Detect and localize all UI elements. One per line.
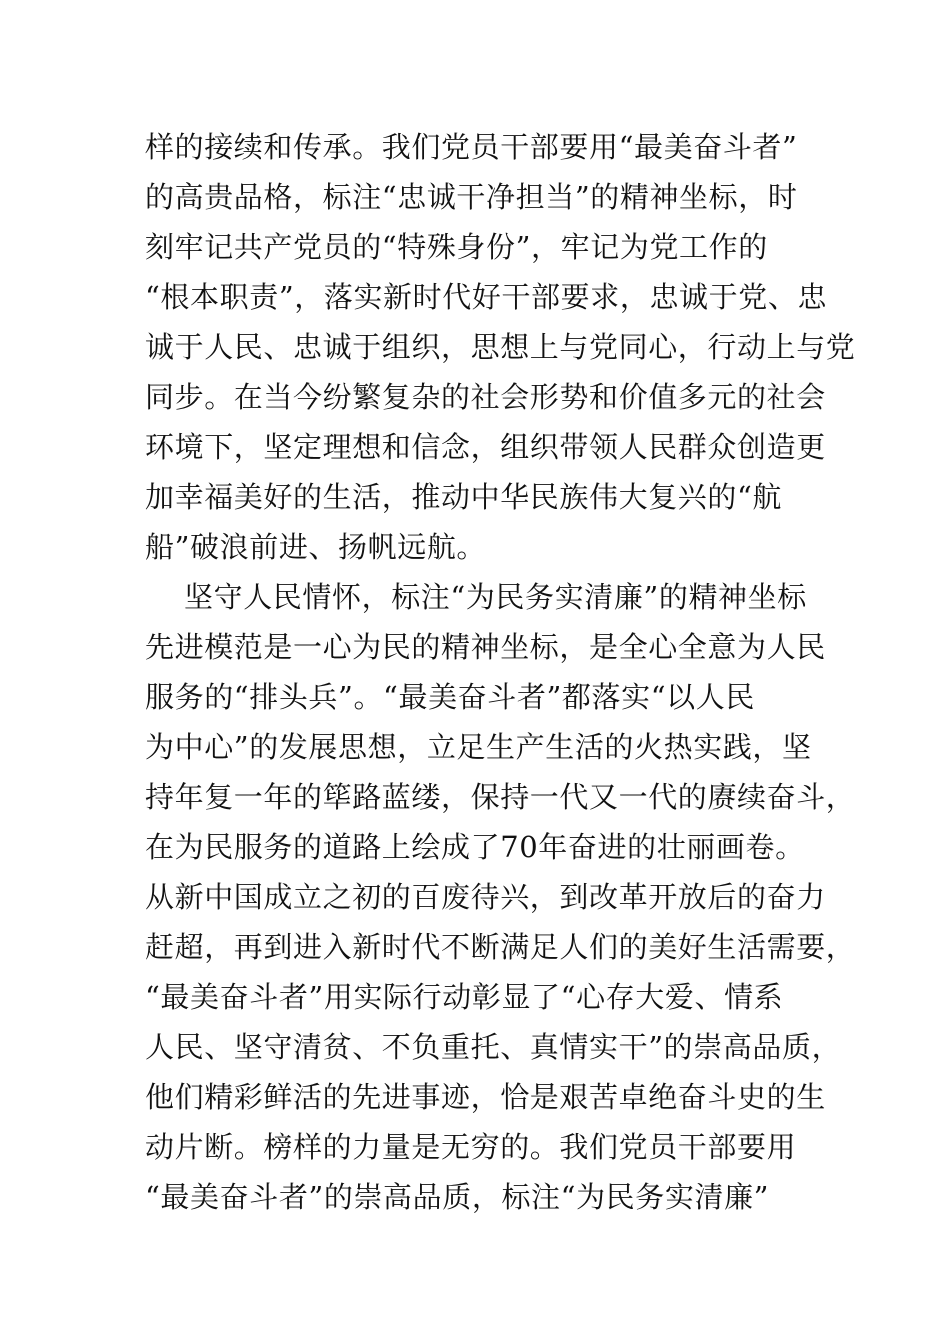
text-line: 样的接续和传承。我们党员干部要用“最美奋斗者” — [145, 130, 798, 164]
text-line: 船”破浪前进、扬帆远航。 — [145, 530, 487, 564]
text-line: 刻牢记共产党员的“特殊身份”，牢记为党工作的 — [145, 230, 768, 264]
text-line: 先进模范是一心为民的精神坐标，是全心全意为人民 — [145, 630, 826, 664]
text-line: 从新中国成立之初的百废待兴，到改革开放后的奋力 — [145, 880, 826, 914]
text-line: 环境下，坚定理想和信念，组织带领人民群众创造更 — [145, 430, 826, 464]
text-line: 动片断。榜样的力量是无穷的。我们党员干部要用 — [145, 1130, 797, 1164]
text-line: “最美奋斗者”的崇高品质，标注“为民务实清廉” — [145, 1180, 770, 1214]
text-line: “根本职责”，落实新时代好干部要求，忠诚于党、忠 — [145, 280, 828, 314]
text-line: 赶超，再到进入新时代不断满足人们的美好生活需要， — [145, 930, 856, 964]
text-line: 持年复一年的筚路蓝缕，保持一代又一代的赓续奋斗， — [145, 780, 856, 814]
text-line: 诚于人民、忠诚于组织，思想上与党同心，行动上与党 — [145, 330, 856, 364]
body-text — [145, 122, 856, 1222]
text-line: 在为民服务的道路上绘成了70年奋进的壮丽画卷。 — [145, 830, 805, 864]
text-line: 的高贵品格，标注“忠诚干净担当”的精神坐标，时 — [145, 180, 798, 214]
text-line: 为中心”的发展思想，立足生产生活的火热实践，坚 — [145, 730, 812, 764]
text-line: 人民、坚守清贫、不负重托、真情实干”的崇高品质， — [145, 1030, 842, 1064]
text-line: 他们精彩鲜活的先进事迹，恰是艰苦卓绝奋斗史的生 — [145, 1080, 826, 1114]
text-line: “最美奋斗者”用实际行动彰显了“心存大爱、情系 — [145, 980, 784, 1014]
text-line: 服务的“排头兵”。“最美奋斗者”都落实“以人民 — [145, 680, 755, 714]
text-line: 同步。在当今纷繁复杂的社会形势和价值多元的社会 — [145, 380, 826, 414]
text-line: 加幸福美好的生活，推动中华民族伟大复兴的“航 — [145, 480, 783, 514]
section-heading: 坚守人民情怀，标注“为民务实清廉”的精神坐标 — [184, 580, 807, 614]
